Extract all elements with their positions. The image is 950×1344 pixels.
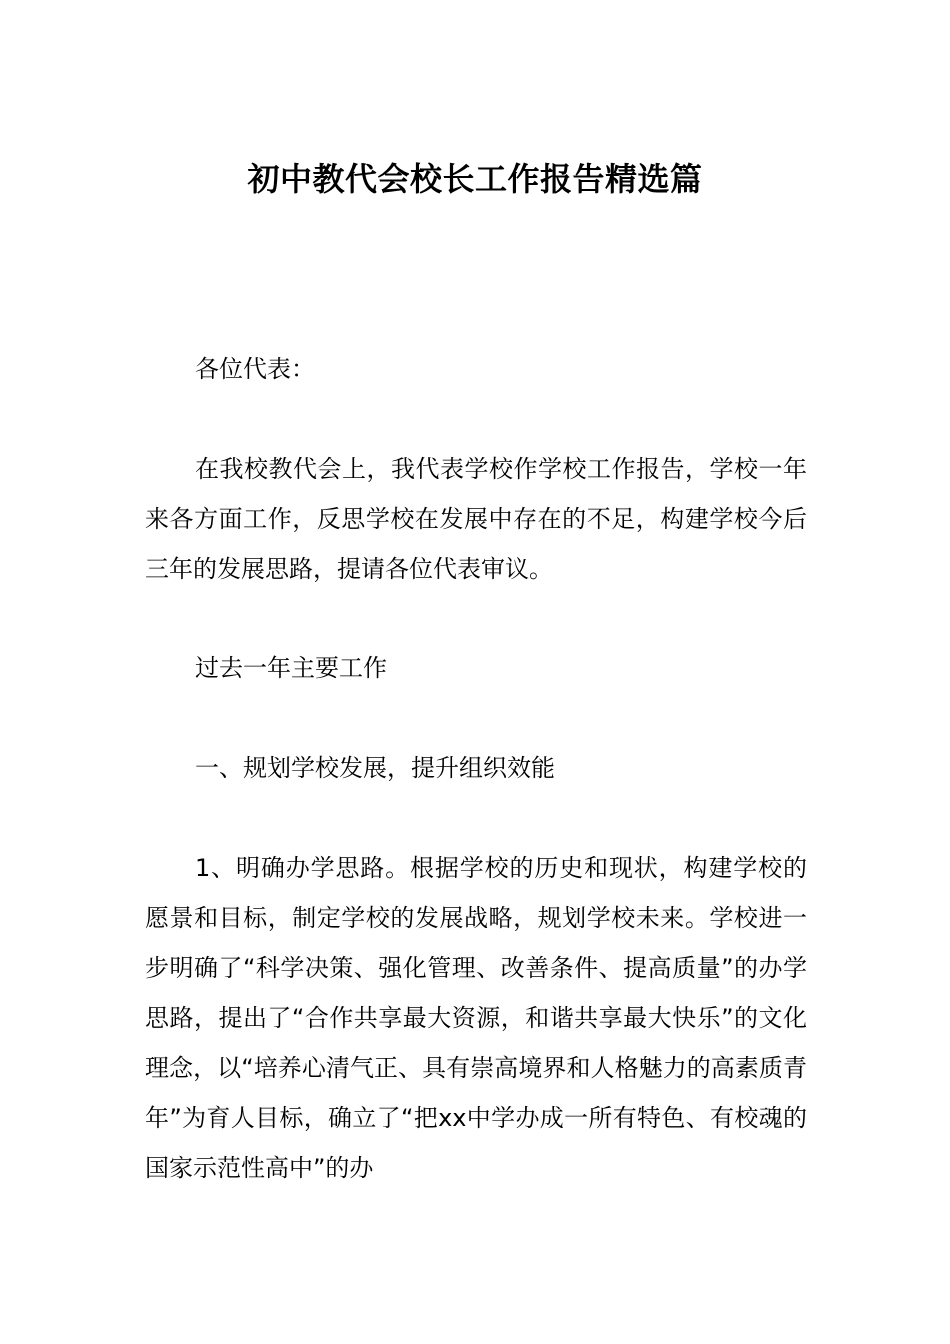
document-title: 初中教代会校长工作报告精选篇 [247,160,703,198]
intro-paragraph: 在我校教代会上，我代表学校作学校工作报告，学校一年来各方面工作，反思学校在发展中存在的不足，构建学校今后三年的发展思路，提请各位代表审议。 [145,455,807,583]
salutation-paragraph: 各位代表： [195,355,315,383]
section-heading: 过去一年主要工作 [195,654,387,682]
subsection-heading-one: 一、规划学校发展，提升组织效能 [195,754,555,782]
item-one-paragraph: 1、明确办学思路。根据学校的历史和现状，构建学校的愿景和目标，制定学校的发展战略，规划学校未来。学校进一步明确了“科学决策、强化管理、改善条件、提高质量”的办学思路，提出了“合作共享最大资源，和谐共享最大快乐”的文化理念，以“培养心清气正、具有崇高境界和人格魅力的高素质青年”为育人目标，确立了“把xx中学办成一所有特色、有校魂的国家示范性高中”的办 [145,854,807,1182]
